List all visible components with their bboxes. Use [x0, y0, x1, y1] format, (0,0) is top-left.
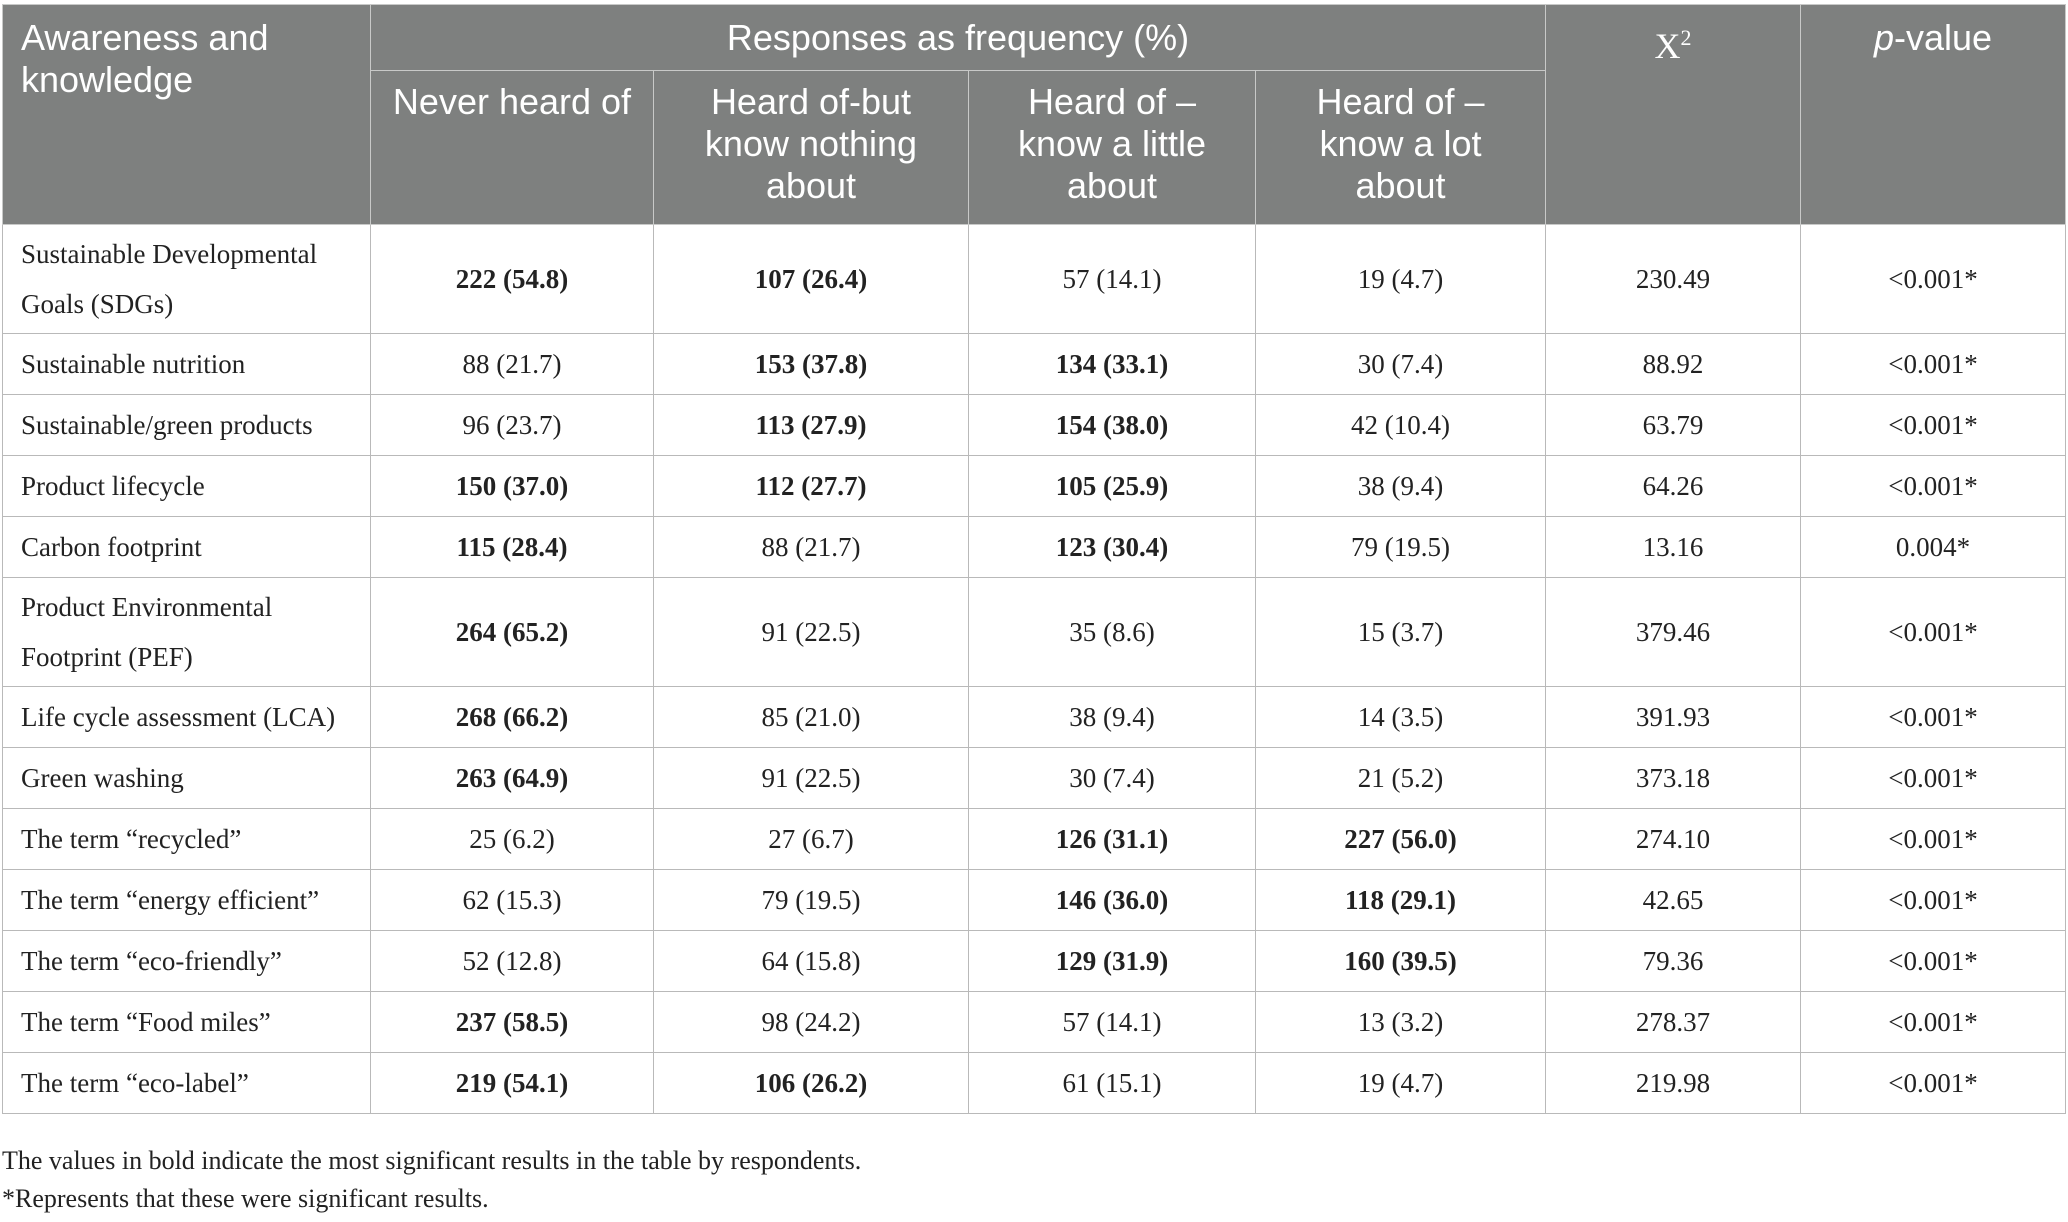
response-cell: 106 (26.2) — [654, 1053, 969, 1114]
response-cell: 15 (3.7) — [1256, 578, 1546, 687]
response-cell: 52 (12.8) — [371, 931, 654, 992]
row-label: Sustainable/green products — [3, 395, 371, 456]
response-cell: 222 (54.8) — [371, 225, 654, 334]
response-cell: 263 (64.9) — [371, 748, 654, 809]
row-label: The term “eco-label” — [3, 1053, 371, 1114]
row-label: The term “eco-friendly” — [3, 931, 371, 992]
header-chi-square: $X^2$ — [1546, 5, 1801, 225]
response-cell: 19 (4.7) — [1256, 1053, 1546, 1114]
header-heard-know-nothing: Heard of-but know nothing about — [654, 71, 969, 225]
response-cell: 134 (33.1) — [969, 334, 1256, 395]
chi-square-cell: 379.46 — [1546, 578, 1801, 687]
chi-square-cell: 391.93 — [1546, 687, 1801, 748]
chi-square-cell: 274.10 — [1546, 809, 1801, 870]
response-cell: 57 (14.1) — [969, 225, 1256, 334]
response-cell: 64 (15.8) — [654, 931, 969, 992]
table-row — [3, 517, 2066, 578]
response-cell: 105 (25.9) — [969, 456, 1256, 517]
header-never-heard: Never heard of — [371, 71, 654, 225]
p-value-cell: <0.001* — [1801, 334, 2066, 395]
chi-square-cell: 42.65 — [1546, 870, 1801, 931]
chi-square-cell: 278.37 — [1546, 992, 1801, 1053]
header-heard-know-little: Heard of – know a little about — [969, 71, 1256, 225]
response-cell: 61 (15.1) — [969, 1053, 1256, 1114]
response-cell: 30 (7.4) — [1256, 334, 1546, 395]
response-cell: 38 (9.4) — [969, 687, 1256, 748]
response-cell: 237 (58.5) — [371, 992, 654, 1053]
p-value-cell: <0.001* — [1801, 870, 2066, 931]
row-label: Sustainable Developmental Goals (SDGs) — [3, 225, 371, 334]
response-cell: 129 (31.9) — [969, 931, 1256, 992]
table-row — [3, 809, 2066, 870]
response-cell: 160 (39.5) — [1256, 931, 1546, 992]
chi-square-cell: 230.49 — [1546, 225, 1801, 334]
p-value-cell: <0.001* — [1801, 225, 2066, 334]
footnote-bold: The values in bold indicate the most significant results in the table by respondents. — [2, 1146, 862, 1175]
chi-square-cell: 219.98 — [1546, 1053, 1801, 1114]
response-cell: 25 (6.2) — [371, 809, 654, 870]
chi-square-cell: 88.92 — [1546, 334, 1801, 395]
row-label: Carbon footprint — [3, 517, 371, 578]
response-cell: 123 (30.4) — [969, 517, 1256, 578]
header-responses-group: Responses as frequency (%) — [371, 5, 1546, 71]
response-cell: 14 (3.5) — [1256, 687, 1546, 748]
response-cell: 21 (5.2) — [1256, 748, 1546, 809]
header-p-value: p-value — [1801, 5, 2066, 225]
chi-square-cell: 79.36 — [1546, 931, 1801, 992]
table-row — [3, 1053, 2066, 1114]
response-cell: 79 (19.5) — [1256, 517, 1546, 578]
response-cell: 98 (24.2) — [654, 992, 969, 1053]
table-row — [3, 931, 2066, 992]
response-cell: 227 (56.0) — [1256, 809, 1546, 870]
response-cell: 88 (21.7) — [371, 334, 654, 395]
table-row — [3, 334, 2066, 395]
response-cell: 88 (21.7) — [654, 517, 969, 578]
table-row — [3, 992, 2066, 1053]
chi-square-cell: 63.79 — [1546, 395, 1801, 456]
row-label: Product lifecycle — [3, 456, 371, 517]
response-cell: 42 (10.4) — [1256, 395, 1546, 456]
response-cell: 91 (22.5) — [654, 578, 969, 687]
row-label: The term “recycled” — [3, 809, 371, 870]
header-heard-know-lot: Heard of – know a lot about — [1256, 71, 1546, 225]
table-body — [3, 225, 2066, 1114]
response-cell: 96 (23.7) — [371, 395, 654, 456]
response-cell: 19 (4.7) — [1256, 225, 1546, 334]
p-value-cell: <0.001* — [1801, 931, 2066, 992]
response-cell: 126 (31.1) — [969, 809, 1256, 870]
row-label: Green washing — [3, 748, 371, 809]
p-value-cell: <0.001* — [1801, 992, 2066, 1053]
response-cell: 38 (9.4) — [1256, 456, 1546, 517]
table-row — [3, 456, 2066, 517]
p-value-cell: <0.001* — [1801, 1053, 2066, 1114]
p-value-cell: <0.001* — [1801, 748, 2066, 809]
table-header — [3, 5, 2066, 225]
row-label: Life cycle assessment (LCA) — [3, 687, 371, 748]
p-value-cell: <0.001* — [1801, 809, 2066, 870]
footnote-significance: *Represents that these were significant results. — [2, 1184, 489, 1213]
chi-square-cell: 373.18 — [1546, 748, 1801, 809]
table-row — [3, 395, 2066, 456]
response-cell: 79 (19.5) — [654, 870, 969, 931]
response-cell: 153 (37.8) — [654, 334, 969, 395]
response-cell: 264 (65.2) — [371, 578, 654, 687]
response-cell: 91 (22.5) — [654, 748, 969, 809]
p-value-cell: <0.001* — [1801, 578, 2066, 687]
table-row — [3, 870, 2066, 931]
p-value-cell: <0.001* — [1801, 395, 2066, 456]
response-cell: 35 (8.6) — [969, 578, 1256, 687]
response-cell: 27 (6.7) — [654, 809, 969, 870]
chi-square-cell: 13.16 — [1546, 517, 1801, 578]
chi-square-cell: 64.26 — [1546, 456, 1801, 517]
p-value-cell: 0.004* — [1801, 517, 2066, 578]
response-cell: 13 (3.2) — [1256, 992, 1546, 1053]
p-value-cell: <0.001* — [1801, 687, 2066, 748]
response-cell: 62 (15.3) — [371, 870, 654, 931]
response-cell: 57 (14.1) — [969, 992, 1256, 1053]
response-cell: 219 (54.1) — [371, 1053, 654, 1114]
response-cell: 150 (37.0) — [371, 456, 654, 517]
response-cell: 107 (26.4) — [654, 225, 969, 334]
response-cell: 112 (27.7) — [654, 456, 969, 517]
header-awareness: Awareness and knowledge — [3, 5, 371, 225]
table-row — [3, 748, 2066, 809]
response-cell: 146 (36.0) — [969, 870, 1256, 931]
p-value-cell: <0.001* — [1801, 456, 2066, 517]
response-cell: 113 (27.9) — [654, 395, 969, 456]
table-row — [3, 225, 2066, 334]
row-label: Sustainable nutrition — [3, 334, 371, 395]
response-cell: 115 (28.4) — [371, 517, 654, 578]
table-row — [3, 578, 2066, 687]
row-label: Product Environmental Footprint (PEF) — [3, 578, 371, 687]
response-cell: 268 (66.2) — [371, 687, 654, 748]
row-label: The term “Food miles” — [3, 992, 371, 1053]
response-cell: 118 (29.1) — [1256, 870, 1546, 931]
row-label: The term “energy efficient” — [3, 870, 371, 931]
table-row — [3, 687, 2066, 748]
awareness-table — [2, 4, 2066, 1114]
response-cell: 154 (38.0) — [969, 395, 1256, 456]
response-cell: 85 (21.0) — [654, 687, 969, 748]
response-cell: 30 (7.4) — [969, 748, 1256, 809]
